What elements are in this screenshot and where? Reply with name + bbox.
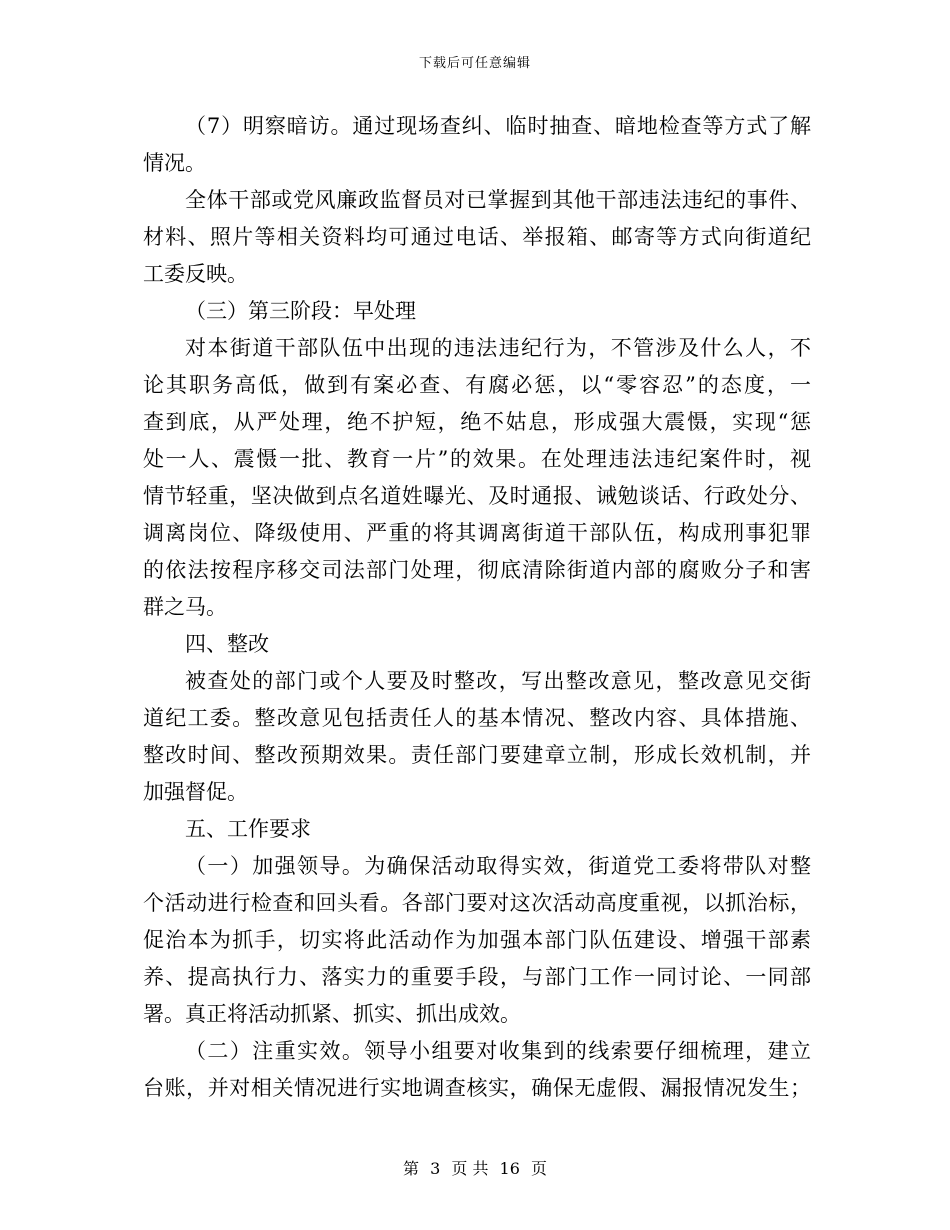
page-header: 下载后可任意编辑	[418, 56, 531, 71]
paragraph-line: 处一人、震慑一批、教育一片”的效果。在处理违法违纪案件时，视	[143, 447, 811, 471]
paragraph-line: 查到底，从严处理，绝不护短，绝不姑息，形成强大震慑，实现“惩	[143, 410, 811, 434]
section-heading: （三）第三阶段：早处理	[185, 299, 416, 323]
paragraph-line: 调离岗位、降级使用、严重的将其调离街道干部队伍，构成刑事犯罪	[143, 521, 811, 545]
paragraph-line: 个活动进行检查和回头看。各部门要对这次活动高度重视，以抓治标，	[143, 891, 811, 915]
page-end-label: 页	[531, 1159, 548, 1178]
paragraph-line: 群之马。	[143, 595, 227, 619]
paragraph-line: 材料、照片等相关资料均可通过电话、举报箱、邮寄等方式向街道纪	[143, 225, 811, 249]
paragraph-line: 台账，并对相关情况进行实地调查核实，确保无虚假、漏报情况发生；	[143, 1076, 811, 1100]
paragraph-line: 的依法按程序移交司法部门处理，彻底清除街道内部的腐败分子和害	[143, 558, 811, 582]
paragraph-line: （7）明察暗访。通过现场查纠、临时抽查、暗地检查等方式了解	[185, 114, 811, 138]
paragraph-line: （二）注重实效。领导小组要对收集到的线索要仔细梳理，建立	[185, 1039, 811, 1063]
page-label: 第	[402, 1159, 419, 1178]
paragraph-line: 情节轻重，坚决做到点名道姓曝光、及时通报、诫勉谈话、行政处分、	[143, 484, 811, 508]
paragraph-line: 养、提高执行力、落实力的重要手段，与部门工作一同讨论、一同部	[143, 965, 811, 989]
paragraph-line: 道纪工委。整改意见包括责任人的基本情况、整改内容、具体措施、	[143, 706, 811, 730]
paragraph-line: 全体干部或党风廉政监督员对已掌握到其他干部违法违纪的事件、	[185, 188, 811, 212]
paragraph-line: 情况。	[143, 151, 206, 175]
paragraph-line: 加强督促。	[143, 780, 248, 804]
document-body	[143, 108, 811, 1107]
paragraph-line: 署。真正将活动抓紧、抓实、抓出成效。	[143, 1002, 521, 1026]
paragraph-line: （一）加强领导。为确保活动取得实效，街道党工委将带队对整	[185, 854, 811, 878]
paragraph-line: 促治本为抓手，切实将此活动作为加强本部门队伍建设、增强干部素	[143, 928, 811, 952]
paragraph-line: 工委反映。	[143, 262, 248, 286]
paragraph-line: 整改时间、整改预期效果。责任部门要建章立制，形成长效机制，并	[143, 743, 811, 767]
paragraph-line: 论其职务高低，做到有案必查、有腐必惩，以“零容忍”的态度，一	[143, 373, 811, 397]
section-heading: 四、整改	[185, 632, 269, 656]
paragraph-line: 对本街道干部队伍中出现的违法违纪行为，不管涉及什么人，不	[185, 336, 811, 360]
paragraph-line: 被查处的部门或个人要及时整改，写出整改意见，整改意见交街	[185, 669, 811, 693]
page-number: 3	[430, 1159, 441, 1178]
page-footer	[0, 1156, 950, 1179]
total-label: 页 共	[451, 1159, 489, 1178]
section-heading: 五、工作要求	[185, 817, 311, 841]
total-pages: 16	[499, 1159, 520, 1178]
